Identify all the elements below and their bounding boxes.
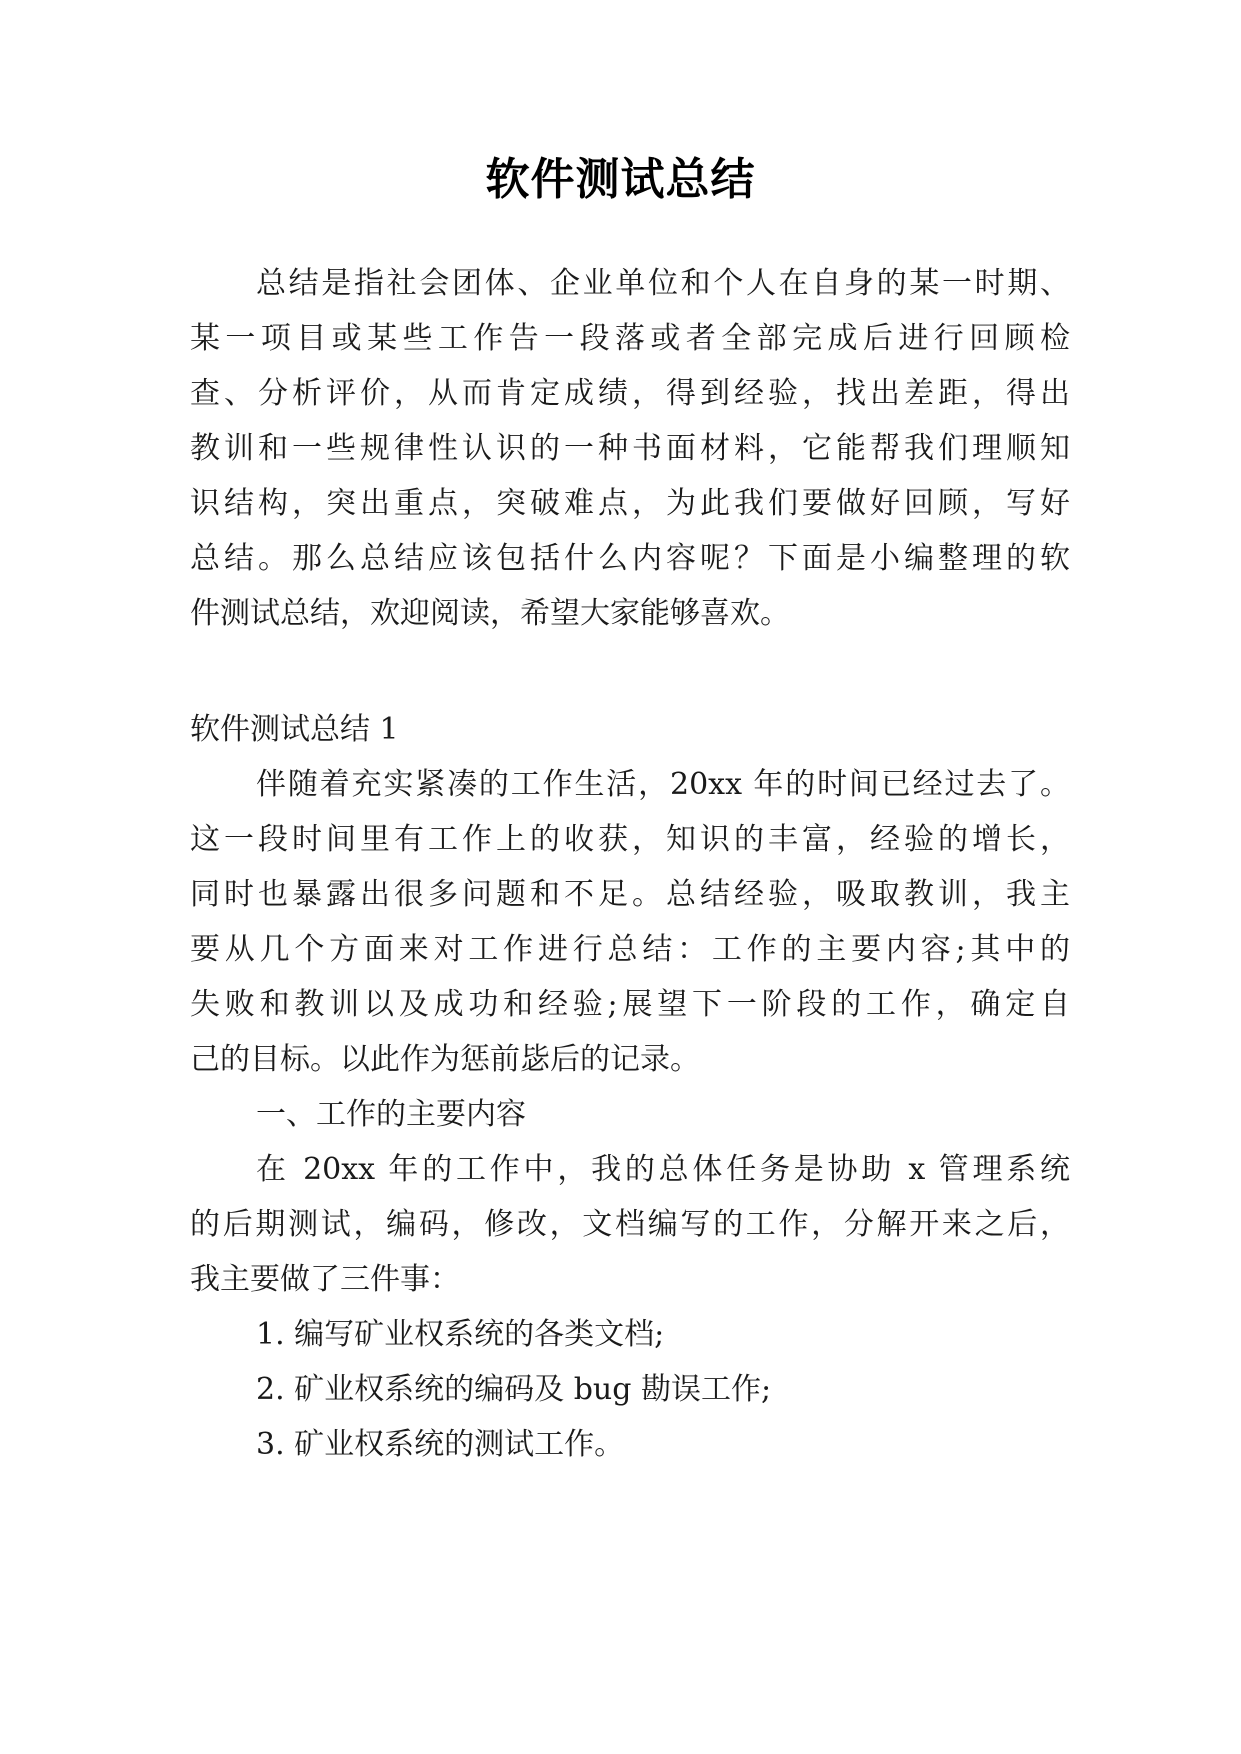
work-paragraph-line: 我主要做了三件事： xyxy=(190,1262,460,1297)
section-paragraph-line: 失败和教训以及成功和经验;展望下一阶段的工作，确定自 xyxy=(190,987,1070,1022)
section-paragraph-line: 伴随着充实紧凑的工作生活，20xx 年的时间已经过去了。 xyxy=(256,767,1070,802)
section-paragraph-line: 同时也暴露出很多问题和不足。总结经验，吸取教训，我主 xyxy=(190,877,1070,912)
document-title: 软件测试总结 xyxy=(485,154,756,205)
section-paragraph-line: 要从几个方面来对工作进行总结：工作的主要内容;其中的 xyxy=(190,932,1070,967)
list-item: 2. 矿业权系统的编码及 bug 勘误工作; xyxy=(256,1372,772,1407)
intro-line: 件测试总结，欢迎阅读，希望大家能够喜欢。 xyxy=(190,596,790,631)
work-paragraph-line: 在 20xx 年的工作中，我的总体任务是协助 x 管理系统 xyxy=(256,1152,1070,1187)
intro-line: 总结。那么总结应该包括什么内容呢？下面是小编整理的软 xyxy=(190,541,1070,576)
intro-line: 总结是指社会团体、企业单位和个人在自身的某一时期、 xyxy=(256,266,1070,301)
intro-line: 某一项目或某些工作告一段落或者全部完成后进行回顾检 xyxy=(190,321,1070,356)
section-title: 软件测试总结 1 xyxy=(190,712,399,747)
subheading: 一、工作的主要内容 xyxy=(256,1097,526,1132)
intro-line: 查、分析评价，从而肯定成绩，得到经验，找出差距，得出 xyxy=(190,376,1070,411)
section-paragraph-line: 这一段时间里有工作上的收获，知识的丰富，经验的增长， xyxy=(190,822,1070,857)
section-paragraph-line: 己的目标。以此作为惩前毖后的记录。 xyxy=(190,1042,700,1077)
list-item: 3. 矿业权系统的测试工作。 xyxy=(256,1427,625,1462)
work-paragraph-line: 的后期测试，编码，修改，文档编写的工作，分解开来之后， xyxy=(190,1207,1070,1242)
list-item: 1. 编写矿业权系统的各类文档; xyxy=(256,1317,665,1352)
intro-line: 识结构，突出重点，突破难点，为此我们要做好回顾，写好 xyxy=(190,486,1070,521)
intro-line: 教训和一些规律性认识的一种书面材料，它能帮我们理顺知 xyxy=(190,431,1070,466)
